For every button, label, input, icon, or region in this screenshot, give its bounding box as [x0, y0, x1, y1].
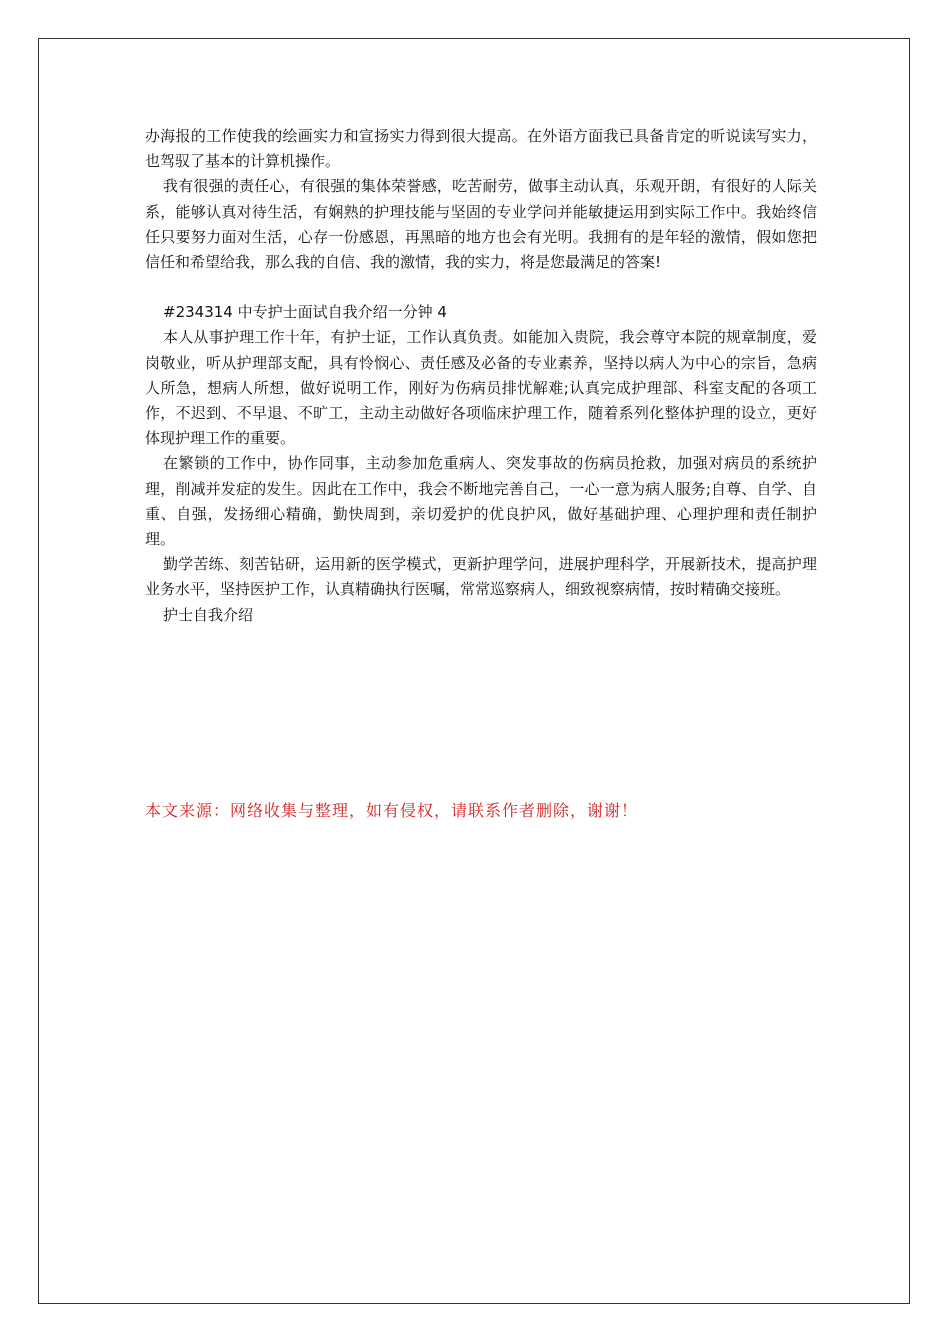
- paragraph-experience: 本人从事护理工作十年，有护士证，工作认真负责。如能加入贵院，我会尊守本院的规章制度，爱岗敬业，听从护理部支配，具有怜悯心、责任感及必备的专业素养，坚持以病人为中心的宗旨，急病人所急，想病人所想，做好说明工作，刚好为伤病员排忧解难;认真完成护理部、科室支配的各项工作，不迟到、不早退、不旷工，主动主动做好各项临床护理工作，随着系列化整体护理的设立，更好体现护理工作的重要。: [145, 328, 817, 448]
- source-disclaimer: 本文来源：网络收集与整理，如有侵权，请联系作者删除，谢谢！: [145, 801, 639, 820]
- paragraph-teamwork: 在繁锁的工作中，协作同事，主动参加危重病人、突发事故的伤病员抢救，加强对病员的系统护理，削减并发症的发生。因此在工作中，我会不断地完善自己，一心一意为病人服务;自尊、自学、自重、自强，发扬细心精确，勤快周到，亲切爱护的优良护风，做好基础护理、心理护理和责任制护理。: [145, 454, 817, 549]
- section-heading: #234314 中专护士面试自我介绍一分钟 4: [163, 303, 447, 322]
- paragraph-responsibility: 我有很强的责任心，有很强的集体荣誉感，吃苦耐劳，做事主动认真，乐观开朗，有很好的人际关系，能够认真对待生活，有娴熟的护理技能与坚固的专业学问并能敏捷运用到实际工作中。我始终信任只要努力面对生活，心存一份感恩，再黑暗的地方也会有光明。我拥有的是年轻的激情，假如您把信任和希望给我，那么我的自信、我的激情，我的实力，将是您最满足的答案!: [145, 177, 817, 272]
- paragraph-spacer: [145, 275, 817, 300]
- paragraph-continued: 办海报的工作使我的绘画实力和宣扬实力得到很大提高。在外语方面我已具备肯定的听说读写实力，也驾驭了基本的计算机操作。: [145, 127, 817, 171]
- closing-title: 护士自我介绍: [163, 605, 254, 624]
- document-body: [145, 124, 817, 628]
- paragraph-learning: 勤学苦练、刻苦钻研，运用新的医学模式，更新护理学问，进展护理科学，开展新技术，提高护理业务水平，坚持医护工作，认真精确执行医嘱，常常巡察病人，细致视察病情，按时精确交接班。: [145, 555, 817, 599]
